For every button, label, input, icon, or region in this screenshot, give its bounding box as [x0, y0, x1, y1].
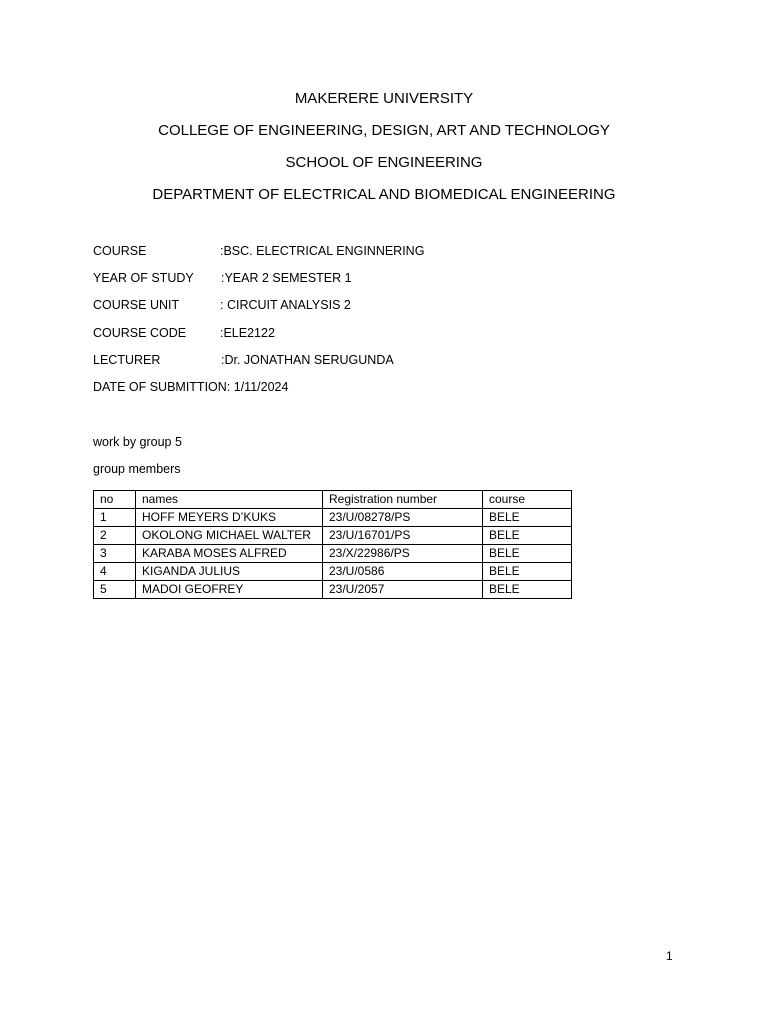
cell-registration: 23/U/0586 — [323, 563, 483, 581]
column-header-no: no — [94, 491, 136, 509]
table-row — [94, 563, 572, 581]
cell-name: KARABA MOSES ALFRED — [136, 545, 323, 563]
cell-course: BELE — [483, 581, 572, 599]
column-header-registration: Registration number — [323, 491, 483, 509]
college-title: COLLEGE OF ENGINEERING, DESIGN, ART AND TECHNOLOGY — [158, 122, 610, 139]
cell-name: MADOI GEOFREY — [136, 581, 323, 599]
cell-course: BELE — [483, 545, 572, 563]
year-label: YEAR OF STUDY — [93, 271, 194, 285]
unit-label: COURSE UNIT — [93, 298, 180, 312]
group-work-label: work by group 5 — [93, 435, 182, 449]
code-label: COURSE CODE — [93, 326, 187, 340]
cell-course: BELE — [483, 527, 572, 545]
lecturer-value: :Dr. JONATHAN SERUGUNDA — [221, 353, 394, 367]
column-header-names: names — [136, 491, 323, 509]
school-title: SCHOOL OF ENGINEERING — [285, 154, 483, 171]
column-header-course: course — [483, 491, 572, 509]
cell-name: OKOLONG MICHAEL WALTER — [136, 527, 323, 545]
cell-no: 4 — [94, 563, 136, 581]
table-row — [94, 581, 572, 599]
cell-no: 2 — [94, 527, 136, 545]
table-header-row — [94, 491, 572, 509]
group-members-label: group members — [93, 462, 181, 476]
cell-registration: 23/X/22986/PS — [323, 545, 483, 563]
cell-no: 1 — [94, 509, 136, 527]
year-value: :YEAR 2 SEMESTER 1 — [221, 271, 352, 285]
cell-no: 5 — [94, 581, 136, 599]
cell-registration: 23/U/16701/PS — [323, 527, 483, 545]
cell-registration: 23/U/2057 — [323, 581, 483, 599]
department-title: DEPARTMENT OF ELECTRICAL AND BIOMEDICAL ENGINEERING — [152, 186, 616, 203]
cell-name: KIGANDA JULIUS — [136, 563, 323, 581]
page-number: 1 — [666, 949, 673, 963]
course-label: COURSE — [93, 244, 147, 258]
cell-course: BELE — [483, 563, 572, 581]
unit-value: : CIRCUIT ANALYSIS 2 — [220, 298, 351, 312]
cell-registration: 23/U/08278/PS — [323, 509, 483, 527]
cell-course: BELE — [483, 509, 572, 527]
table-row — [94, 527, 572, 545]
cell-no: 3 — [94, 545, 136, 563]
cell-name: HOFF MEYERS D’KUKS — [136, 509, 323, 527]
table-row — [94, 509, 572, 527]
code-value: :ELE2122 — [220, 326, 275, 340]
lecturer-label: LECTURER — [93, 353, 161, 367]
course-value: :BSC. ELECTRICAL ENGINNERING — [220, 244, 425, 258]
submission-date: DATE OF SUBMITTION: 1/11/2024 — [93, 380, 289, 394]
members-table — [93, 490, 572, 599]
university-title: MAKERERE UNIVERSITY — [294, 90, 474, 107]
table-row — [94, 545, 572, 563]
